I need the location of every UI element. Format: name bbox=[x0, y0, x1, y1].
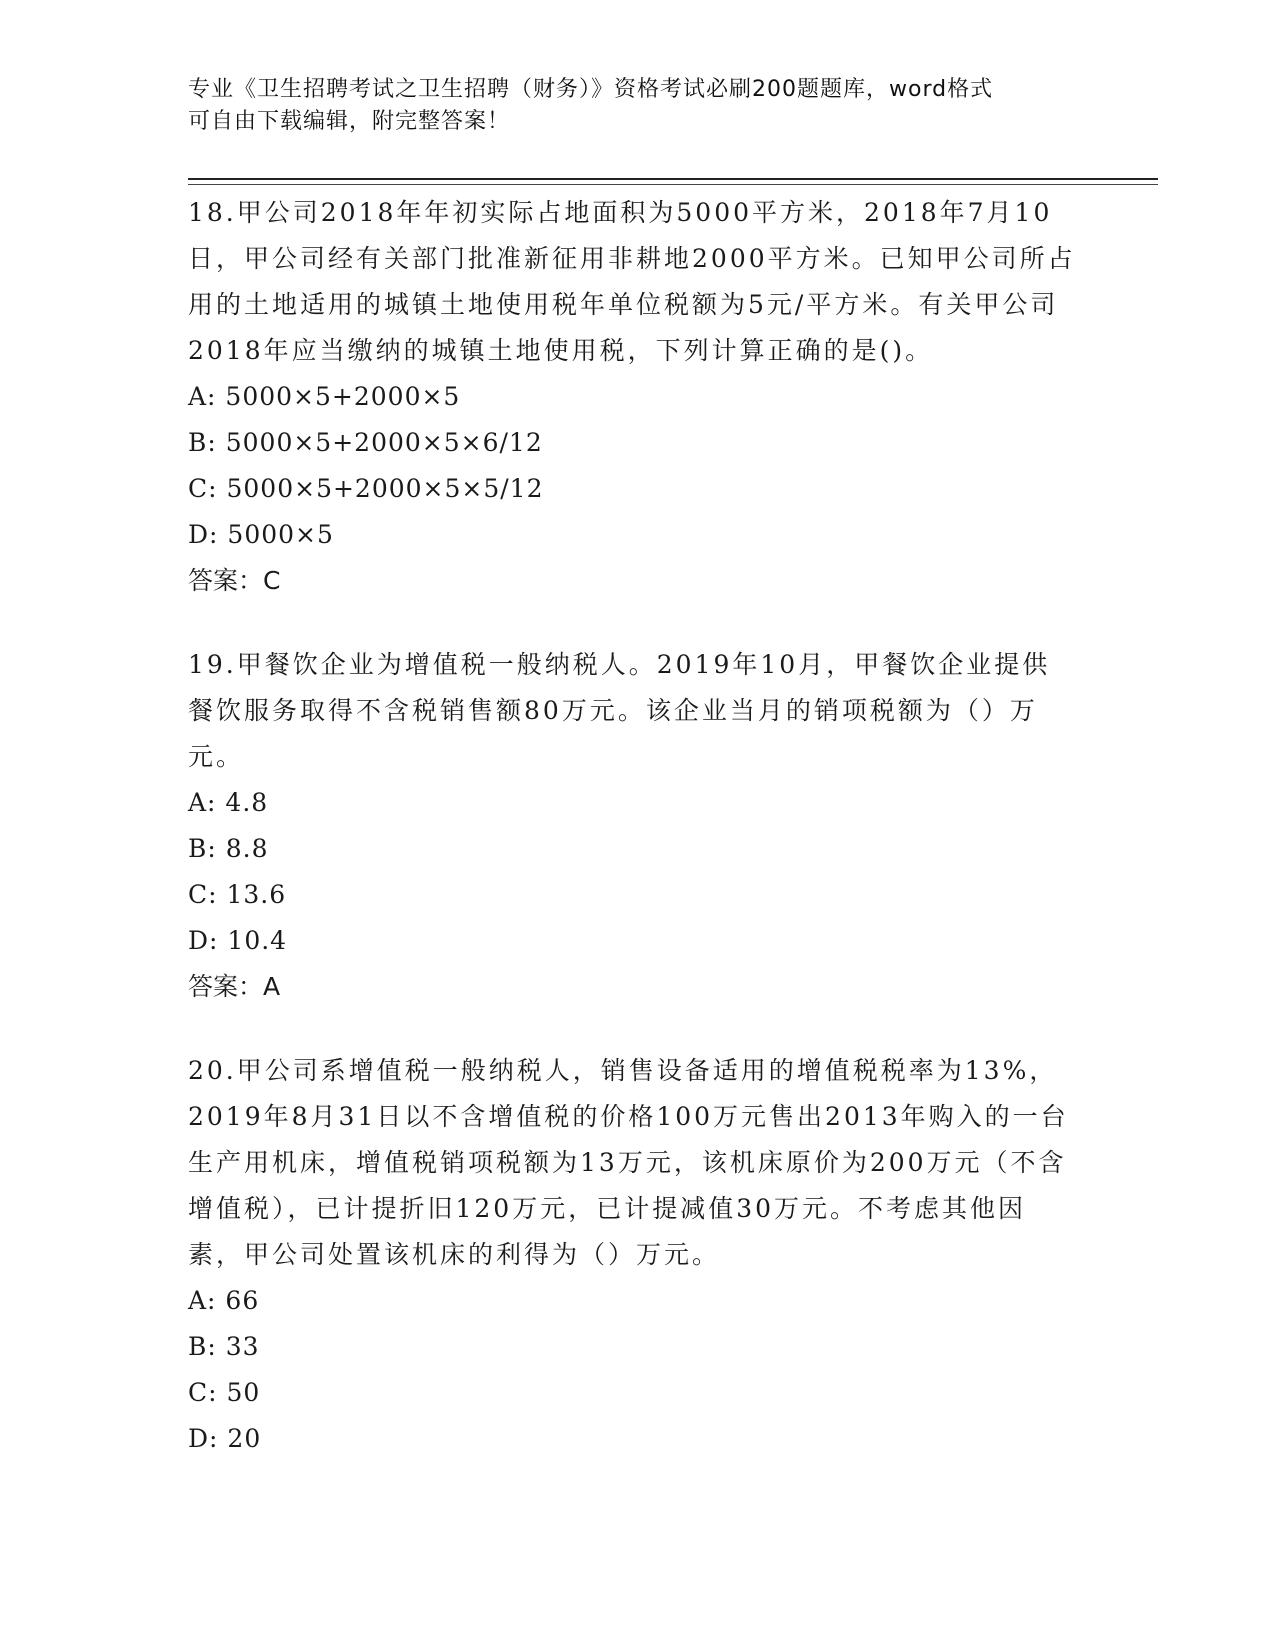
header-line-1: 专业《卫生招聘考试之卫生招聘（财务）》资格考试必刷200题题库，word格式 bbox=[188, 77, 994, 102]
question-list bbox=[188, 190, 1078, 1462]
question-stem: 19.甲餐饮企业为增值税一般纳税人。2019年10月，甲餐饮企业提供餐饮服务取得不含税销售额80万元。该企业当月的销项税额为（）万元。 bbox=[188, 650, 1051, 771]
option-d: D: 20 bbox=[188, 1424, 262, 1453]
header-divider-thick bbox=[188, 178, 1158, 180]
option-c: C: 5000×5+2000×5×5/12 bbox=[188, 474, 544, 503]
header-divider-thin bbox=[188, 184, 1158, 185]
question-stem: 20.甲公司系增值税一般纳税人，销售设备适用的增值税税率为13%，2019年8月31日以不含增值税的价格100万元售出2013年购入的一台生产用机床，增值税销项税额为13万元，该机床原价为200万元（不含增值税），已计提折旧120万元，已计提减值30万元。不考虑其他因素，甲公司处置该机床的利得为（）万元。 bbox=[188, 1056, 1069, 1269]
question-18 bbox=[188, 190, 1078, 604]
answer-label: 答案：C bbox=[188, 566, 281, 595]
question-stem: 18.甲公司2018年年初实际占地面积为5000平方米，2018年7月10日，甲公司经有关部门批准新征用非耕地2000平方米。已知甲公司所占用的土地适用的城镇土地使用税年单位税额为5元/平方米。有关甲公司2018年应当缴纳的城镇土地使用税，下列计算正确的是()。 bbox=[188, 198, 1076, 365]
option-b: B: 33 bbox=[188, 1332, 260, 1361]
header-line-2: 可自由下载编辑，附完整答案！ bbox=[188, 109, 511, 134]
document-header bbox=[188, 74, 1088, 138]
question-19 bbox=[188, 642, 1078, 1010]
option-a: A: 4.8 bbox=[188, 788, 269, 817]
option-a: A: 5000×5+2000×5 bbox=[188, 382, 461, 411]
option-d: D: 5000×5 bbox=[188, 520, 334, 549]
option-b: B: 5000×5+2000×5×6/12 bbox=[188, 428, 543, 457]
option-a: A: 66 bbox=[188, 1286, 260, 1315]
option-d: D: 10.4 bbox=[188, 926, 288, 955]
option-c: C: 13.6 bbox=[188, 880, 287, 909]
option-b: B: 8.8 bbox=[188, 834, 269, 863]
option-c: C: 50 bbox=[188, 1378, 261, 1407]
question-20 bbox=[188, 1048, 1078, 1462]
answer-label: 答案：A bbox=[188, 972, 281, 1001]
